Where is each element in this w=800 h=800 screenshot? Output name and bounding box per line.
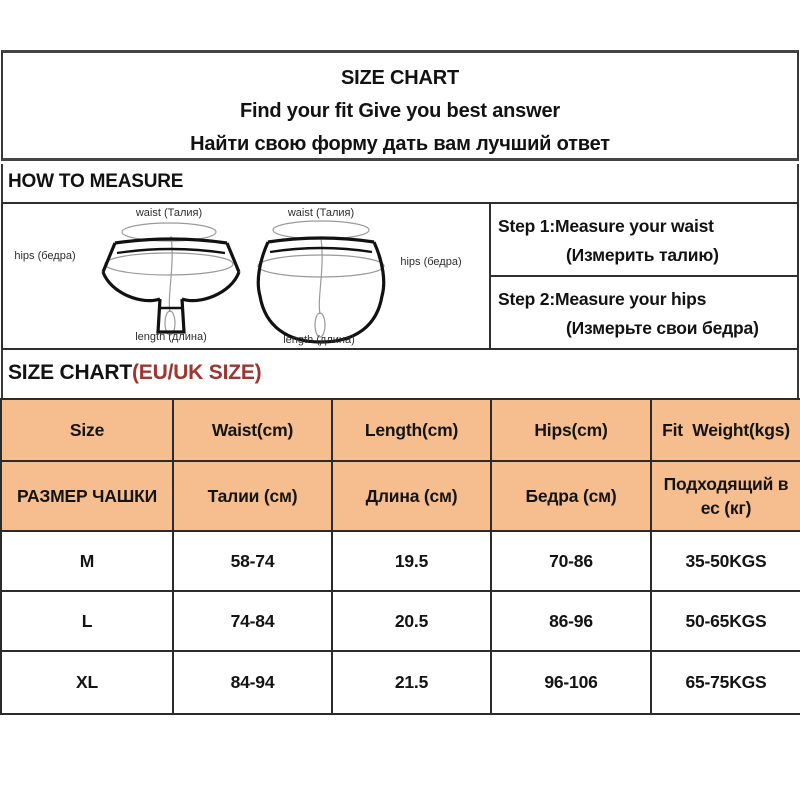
col-header-length: Length(cm)	[332, 399, 491, 461]
cell-hips: 96-106	[491, 651, 651, 714]
size-chart-heading-red: (EU/UK SIZE)	[132, 361, 262, 384]
panty-diagram-svg	[3, 204, 489, 352]
hips-label-left: hips (бедра)	[14, 250, 76, 262]
col-header-hips: Hips(cm)	[491, 399, 651, 461]
cell-weight: 35-50KGS	[651, 531, 800, 591]
boyshort-outline	[258, 238, 383, 342]
length-label-left: length (длина)	[135, 331, 207, 343]
header-row-russian	[1, 461, 800, 531]
col-header-weight-ru: Подходящий в ес (кг)	[651, 461, 800, 531]
measure-steps	[489, 204, 797, 348]
size-row-l	[1, 591, 800, 651]
step-1-text-ru: (Измерить талию)	[566, 245, 719, 265]
header-row-english	[1, 399, 800, 461]
cell-length: 20.5	[332, 591, 491, 651]
hips-label-right: hips (бедра)	[400, 256, 462, 268]
size-chart-heading-black: SIZE CHART	[8, 361, 133, 384]
step-1-text-en: Step 1:Measure your waist	[498, 216, 714, 236]
col-header-size-ru: РАЗМЕР ЧАШКИ	[1, 461, 173, 531]
waist-label-right: waist (Талия)	[287, 207, 355, 219]
cell-waist: 84-94	[173, 651, 332, 714]
measure-section	[1, 202, 799, 350]
cell-weight: 65-75KGS	[651, 651, 800, 714]
size-row-m	[1, 531, 800, 591]
step-2-text-en: Step 2:Measure your hips	[498, 289, 707, 309]
col-header-weight: Fit Weight(kgs)	[651, 399, 800, 461]
cell-size: XL	[1, 651, 173, 714]
step-1-cell	[491, 204, 797, 277]
col-header-hips-ru: Бедра (см)	[491, 461, 651, 531]
cell-hips: 70-86	[491, 531, 651, 591]
waist-label-left: waist (Талия)	[135, 207, 203, 219]
how-to-measure-heading: HOW TO MEASURE	[1, 164, 799, 202]
subtitle-english: Find your fit Give you best answer	[240, 100, 560, 122]
col-header-size: Size	[1, 399, 173, 461]
title-block	[1, 50, 799, 161]
cell-weight: 50-65KGS	[651, 591, 800, 651]
size-row-xl	[1, 651, 800, 714]
col-header-waist: Waist(cm)	[173, 399, 332, 461]
subtitle-russian: Найти свою форму дать вам лучший ответ	[190, 133, 610, 155]
size-table	[0, 398, 800, 715]
step-2-cell	[491, 277, 797, 343]
size-table-header	[1, 399, 800, 531]
panty-diagrams	[3, 204, 489, 348]
page-title: SIZE CHART	[340, 67, 459, 89]
cell-size: M	[1, 531, 173, 591]
cell-length: 19.5	[332, 531, 491, 591]
col-header-waist-ru: Талии (см)	[173, 461, 332, 531]
cell-waist: 58-74	[173, 531, 332, 591]
step-2-text-ru: (Измерьте свои бедра)	[566, 318, 759, 338]
length-label-right: length (длина)	[283, 334, 355, 346]
cell-waist: 74-84	[173, 591, 332, 651]
cell-length: 21.5	[332, 651, 491, 714]
col-header-length-ru: Длина (см)	[332, 461, 491, 531]
cell-size: L	[1, 591, 173, 651]
cell-hips: 86-96	[491, 591, 651, 651]
size-chart-heading	[1, 350, 799, 400]
